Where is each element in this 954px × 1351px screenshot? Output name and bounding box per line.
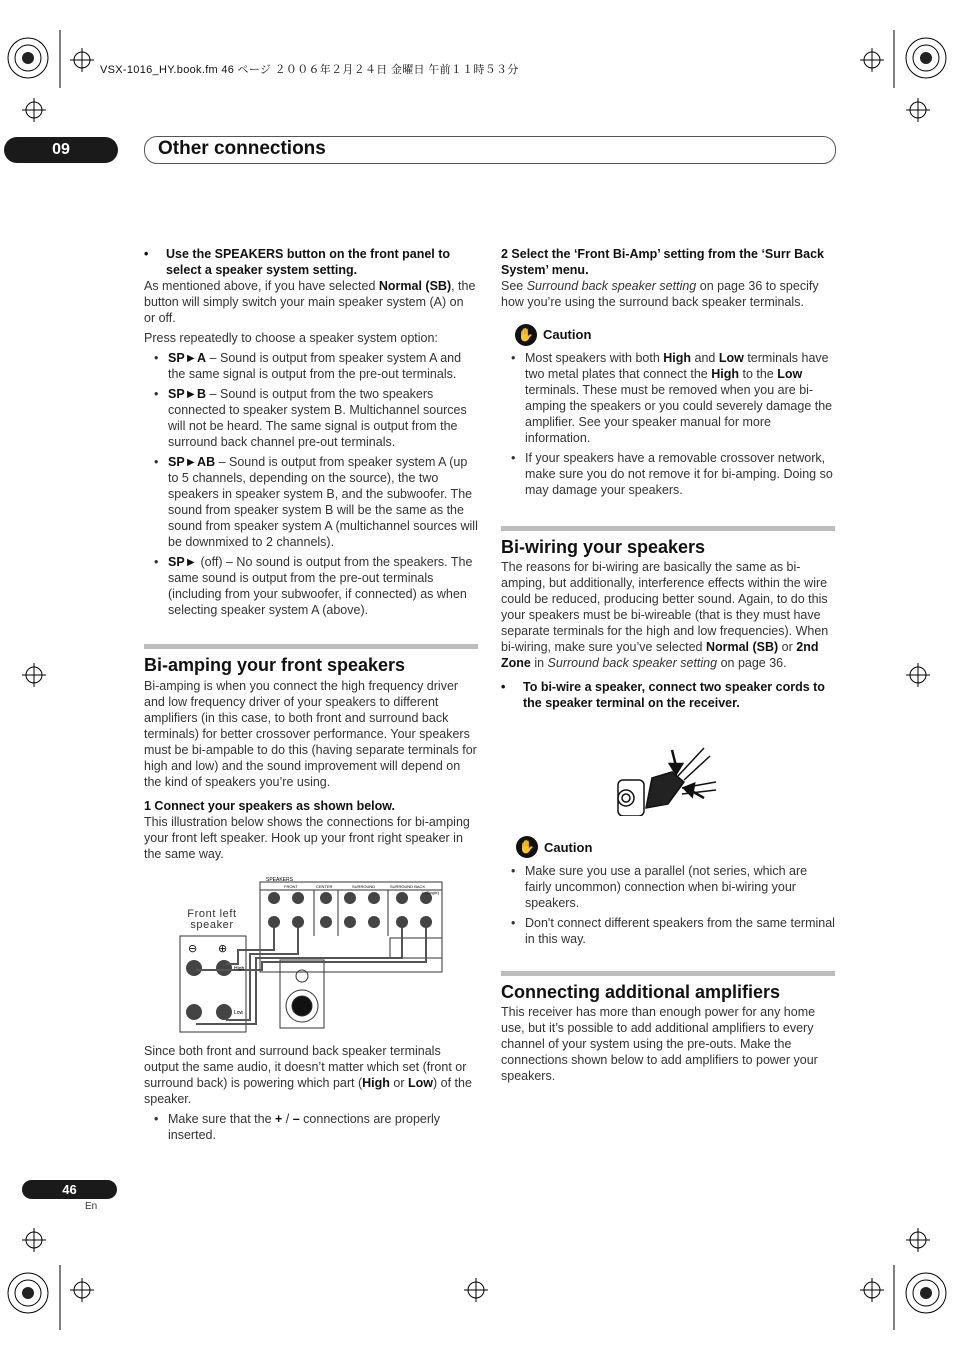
figure-speakers-label: SPEAKERS <box>266 877 293 883</box>
paragraph: See Surround back speaker setting on page 36 to specify how you’re using the surround back speaker terminals. <box>501 279 819 309</box>
paragraph: The reasons for bi-wiring are basically the same as bi-amping, but additionally, interference effects within the wire could be reduced, producing better sound. Again, to do this your speakers must be bi-wireable (that is they must have separate terminals for the high and low frequencies). When bi-wiring, make sure you’ve selected Normal (SB) or 2nd Zone in Surround back speaker setting on page 36. <box>501 560 829 670</box>
list-item: • If your speakers have a removable crossover network, make sure you do not remove it for bi-amping. Doing so may damage your speakers. <box>511 450 835 498</box>
chapter-title: Other connections <box>158 138 326 159</box>
figure-low-label: Low <box>234 1010 244 1016</box>
section-divider <box>144 644 478 649</box>
biamp-figure <box>176 874 446 1036</box>
biamp-after <box>144 1043 478 1143</box>
list-item: • Most speakers with both High and Low terminals have two metal plates that connect the High to the Low terminals. These must be removed when you are bi-amping the speakers or you could severely damage the amplifier. See your speaker manual for more information. <box>511 350 835 446</box>
figure-surround-label: SURROUND <box>352 884 376 889</box>
biamp-section <box>144 678 478 862</box>
left-column <box>144 246 478 618</box>
list-item: • Make sure you use a parallel (not series, which are fairly uncommon) connection when bi-wiring your speakers. <box>511 863 835 911</box>
paragraph: Bi-amping is when you connect the high frequency driver and low frequency driver of your speakers to different amplifiers (in this case, to both front and surround back terminals) for better crossover performance. Your speakers must be bi-ampable to do this (having separate terminals for high and low) and the sound improvement will depend on the kind of speakers you’re using. <box>144 679 477 789</box>
plus-icon: ⊕ <box>218 942 228 955</box>
hand-caution-icon: ✋ <box>515 324 537 346</box>
paragraph: Since both front and surround back speaker terminals output the same audio, it doesn’t matter which set (front or surround back) is powering which part (High or Low) of the speaker. <box>144 1044 472 1106</box>
section-title: Bi-amping your front speakers <box>144 655 406 675</box>
paragraph: This illustration below shows the connections for bi-amping your front left speaker. Hook up your front right speaker in the same way. <box>144 815 470 861</box>
biwire-section <box>501 559 835 711</box>
paragraph: This receiver has more than enough power for any home use, but it’s possible to add additional amplifiers to every channel of your system using the pre-outs. Make the connections shown below to add amplifiers to power your speakers. <box>501 1005 818 1083</box>
page-number: 46 <box>22 1180 117 1199</box>
step-heading: • To bi-wire a speaker, connect two speaker cords to the speaker terminal on the receiver. <box>501 679 835 711</box>
list-item: • SP► (off) – No sound is output from the speakers. The same sound is output from the pre-out terminals (including from your subwoofer, if connected) as when selecting speaker system A (above). <box>154 554 478 618</box>
figure-front-label: FRONT <box>284 884 298 889</box>
figure-center-label: CENTER <box>316 884 333 889</box>
section-title: Bi-wiring your speakers <box>501 537 706 557</box>
section-divider <box>501 526 835 531</box>
minus-icon: ⊖ <box>188 942 198 955</box>
paragraph: As mentioned above, if you have selected Normal (SB), the button will simply switch your main speaker system (A) on or off. <box>144 279 476 325</box>
figure-single-label: L (Single) <box>422 890 439 895</box>
biwire-figure <box>612 742 722 816</box>
step-heading: 1 Connect your speakers as shown below. <box>144 799 396 813</box>
figure-speaker-label: Front left speaker <box>187 908 237 931</box>
language-code: En <box>85 1201 98 1212</box>
list-item: • Don't connect different speakers from the same terminal in this way. <box>511 915 835 947</box>
chapter-number: 09 <box>4 137 118 163</box>
figure-high-label: High <box>234 966 245 972</box>
paragraph: Press repeatedly to choose a speaker system option: <box>144 331 438 345</box>
caution-heading: ✋ Caution <box>515 324 835 346</box>
section-title: Connecting additional amplifiers <box>501 982 781 1002</box>
list-item: • SP►AB – Sound is output from speaker system A (up to 5 channels, depending on the source), the two speakers in speaker system B, and the subwoofer. The sound from speaker system B will be the same as the sound from speaker system A (multichannel sources will be downmixed to 2 channels). <box>154 454 478 550</box>
print-header: VSX-1016_HY.book.fm 46 ページ ２００６年２月２４日 金曜日 午前１１時５３分 <box>100 64 519 76</box>
figure-surround-back-label: SURROUND BACK <box>390 884 426 889</box>
hand-caution-icon: ✋ <box>516 836 538 858</box>
list-item: • SP►A – Sound is output from speaker system A and the same signal is output from the pre-out terminals. <box>154 350 478 382</box>
biwire-cautions <box>511 863 835 947</box>
amps-section <box>501 1004 835 1084</box>
list-item: • SP►B – Sound is output from the two speakers connected to speaker system B. Multichannel sources will not be heard. The same signal is output from the surround back channel pre-out terminals. <box>154 386 478 450</box>
caution-heading: ✋ Caution <box>516 836 592 858</box>
right-column <box>501 246 835 498</box>
step-heading: 2 Select the ‘Front Bi-Amp’ setting from the ‘Surr Back System’ menu. <box>501 247 824 277</box>
step-heading: • Use the SPEAKERS button on the front panel to select a speaker system setting. <box>144 246 478 278</box>
section-divider <box>501 971 835 976</box>
list-item: • Make sure that the + / – connections are properly inserted. <box>154 1111 478 1143</box>
